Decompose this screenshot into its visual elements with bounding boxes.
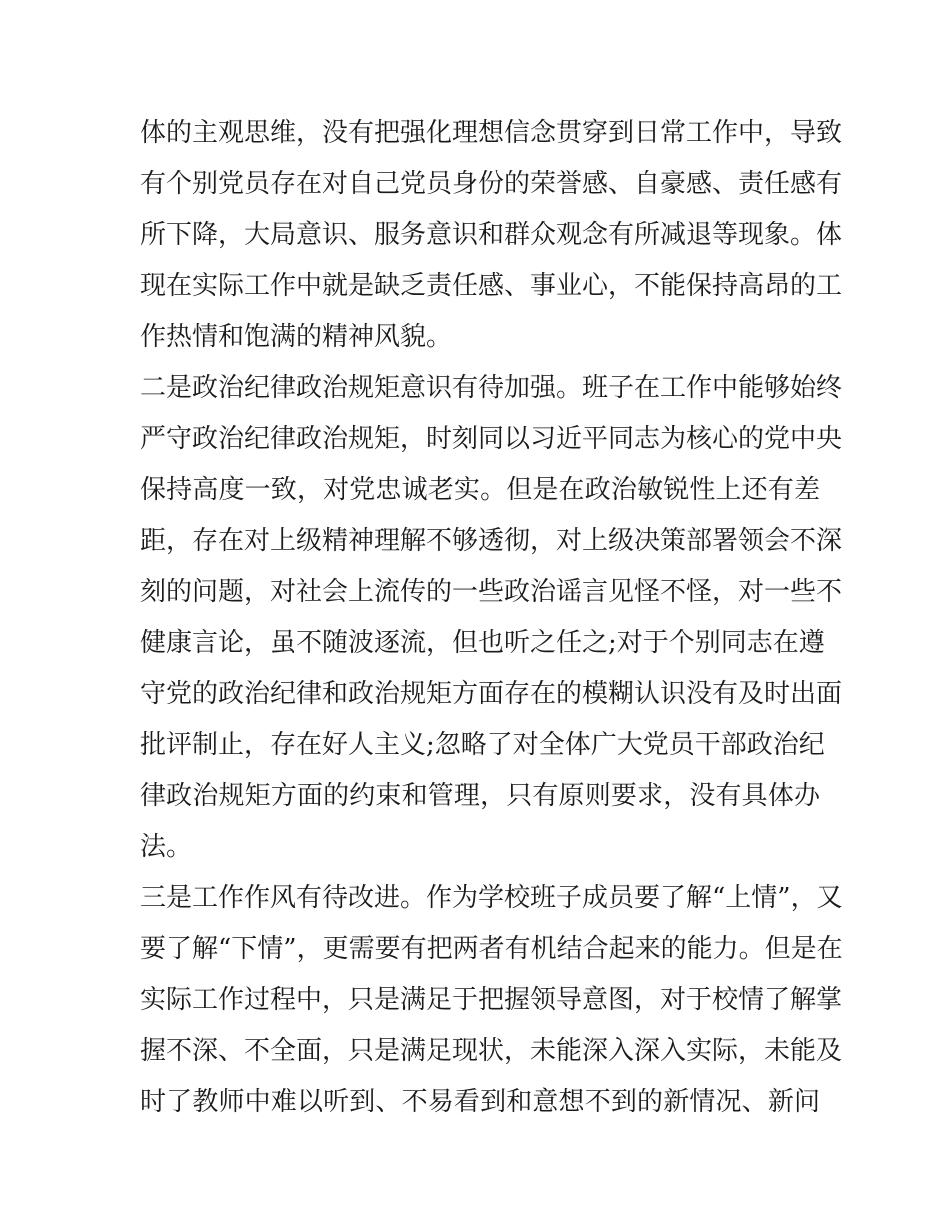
text-line: 守党的政治纪律和政治规矩方面存在的模糊认识没有及时出面 (140, 679, 843, 709)
text-line: 体的主观思维，没有把强化理想信念贯穿到日常工作中，导致 (140, 118, 843, 148)
text-line: 距，存在对上级精神理解不够透彻，对上级决策部署领会不深 (140, 526, 843, 556)
text-line: 现在实际工作中就是缺乏责任感、事业心，不能保持高昂的工 (140, 271, 843, 301)
text-line: 要了解“下情”，更需要有把两者有机结合起来的能力。但是在 (140, 934, 843, 964)
text-line: 批评制止，存在好人主义;忽略了对全体广大党员干部政治纪 (140, 730, 825, 760)
text-line: 实际工作过程中，只是满足于把握领导意图，对于校情了解掌 (140, 985, 843, 1015)
text-line: 二是政治纪律政治规矩意识有待加强。班子在工作中能够始终 (140, 373, 843, 403)
body-text (140, 108, 843, 1128)
text-line: 严守政治纪律政治规矩，时刻同以习近平同志为核心的党中央 (140, 424, 843, 454)
text-line: 有个别党员存在对自己党员身份的荣誉感、自豪感、责任感有 (140, 169, 843, 199)
text-line: 法。 (140, 832, 193, 862)
text-line: 保持高度一致，对党忠诚老实。但是在政治敏锐性上还有差 (140, 475, 820, 505)
text-line: 三是工作作风有待改进。作为学校班子成员要了解“上情”，又 (140, 883, 843, 913)
text-line: 所下降，大局意识、服务意识和群众观念有所减退等现象。体 (140, 220, 843, 250)
text-line: 健康言论，虽不随波逐流，但也听之任之;对于个别同志在遵 (140, 628, 825, 658)
text-line: 作热情和饱满的精神风貌。 (140, 322, 453, 352)
text-line: 刻的问题，对社会上流传的一些政治谣言见怪不怪，对一些不 (140, 577, 843, 607)
text-line: 律政治规矩方面的约束和管理，只有原则要求，没有具体办 (140, 781, 820, 811)
text-line: 握不深、不全面，只是满足现状，未能深入深入实际，未能及 (140, 1036, 843, 1066)
text-line: 时了教师中难以听到、不易看到和意想不到的新情况、新问 (140, 1087, 820, 1117)
